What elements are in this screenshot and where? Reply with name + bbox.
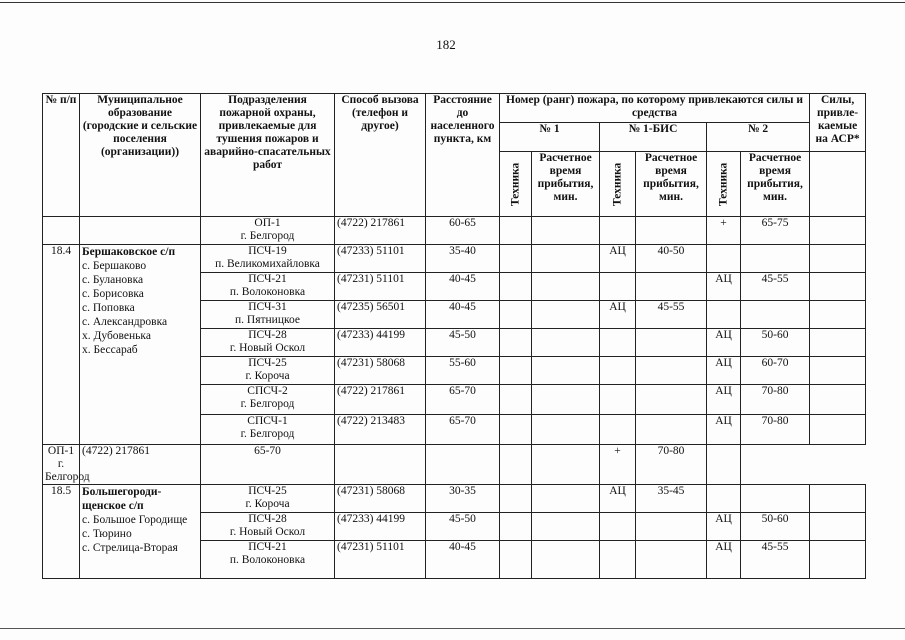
cell-technique-2 [707, 301, 741, 329]
cell-arrival-1bis: 45-55 [636, 301, 707, 329]
unit-name: ПСЧ-19 [248, 245, 287, 257]
cell-technique-1 [500, 329, 532, 357]
cell-arrival-2 [741, 245, 810, 273]
unit-location: г. Белгород [45, 458, 90, 483]
cell-arrival-1bis [636, 357, 707, 385]
cell-municipality [80, 485, 201, 579]
cell-distance: 40-45 [426, 541, 500, 579]
header-num: № п/п [43, 94, 80, 217]
cell-arrival-1bis [636, 415, 707, 445]
unit-name: ПСЧ-28 [248, 329, 287, 341]
cell-asr [810, 385, 866, 415]
cell-technique-1 [500, 217, 532, 245]
unit-name: ПСЧ-21 [248, 541, 287, 553]
cell-technique-1 [335, 445, 426, 485]
municipality-line: с. Стрелица-Вторая [82, 542, 178, 554]
cell-technique-2: АЦ [707, 415, 741, 445]
cell-technique-1bis [600, 385, 636, 415]
cell-phone: (4722) 217861 [335, 217, 426, 245]
municipality-line: с. Большое Городище [82, 514, 188, 526]
cell-asr [810, 301, 866, 329]
cell-unit [201, 485, 335, 513]
cell-technique-1bis [600, 541, 636, 579]
cell-technique-1 [500, 273, 532, 301]
cell-distance: 65-70 [201, 445, 335, 485]
cell-technique-1bis [600, 357, 636, 385]
cell-technique-1bis [600, 513, 636, 541]
municipality-line: х. Дубовенька [82, 330, 151, 342]
municipality-line: с. Булановка [82, 274, 144, 286]
cell-arrival-2: 60-70 [741, 357, 810, 385]
unit-location: г. Короча [245, 498, 290, 510]
cell-unit [201, 245, 335, 273]
header-asr-blank [810, 152, 866, 217]
fire-resources-table [42, 93, 866, 579]
cell-arrival-1 [426, 445, 500, 485]
header-rank-1bis: № 1-БИС [600, 123, 707, 152]
table-row [43, 245, 866, 273]
cell-num [43, 217, 80, 245]
cell-unit [201, 217, 335, 245]
cell-technique-1bis: АЦ [600, 485, 636, 513]
cell-distance: 45-50 [426, 329, 500, 357]
cell-unit [201, 541, 335, 579]
header-arrival-1: Расчетное время прибытия, мин. [532, 152, 600, 217]
cell-unit [201, 329, 335, 357]
cell-arrival-1 [532, 513, 600, 541]
cell-asr [810, 541, 866, 579]
cell-technique-1 [500, 541, 532, 579]
table-body [43, 217, 866, 579]
cell-technique-1bis [600, 273, 636, 301]
cell-arrival-1 [532, 357, 600, 385]
header-arrival-2: Расчетное время прибытия, мин. [741, 152, 810, 217]
unit-name: ПСЧ-28 [248, 513, 287, 525]
cell-technique-1bis: АЦ [600, 245, 636, 273]
unit-location: г. Белгород [240, 428, 295, 440]
unit-location: п. Великомихайловка [215, 258, 320, 270]
cell-arrival-2: 50-60 [741, 513, 810, 541]
unit-name: ПСЧ-21 [248, 273, 287, 285]
header-distance: Расстояние до населенного пункта, км [426, 94, 500, 217]
cell-arrival-1 [532, 541, 600, 579]
cell-arrival-2: 45-55 [741, 541, 810, 579]
cell-phone: (4722) 213483 [335, 415, 426, 445]
cell-arrival-1 [532, 485, 600, 513]
unit-name: ПСЧ-25 [248, 357, 287, 369]
cell-asr [810, 273, 866, 301]
cell-arrival-1 [532, 273, 600, 301]
unit-name: ОП-1 [47, 445, 75, 457]
cell-arrival-1bis [636, 513, 707, 541]
cell-arrival-2: 70-80 [636, 445, 707, 485]
unit-location: п. Пятницкое [235, 314, 300, 326]
unit-name: СПСЧ-2 [247, 385, 288, 397]
cell-technique-2: АЦ [707, 273, 741, 301]
cell-technique-2: АЦ [707, 513, 741, 541]
cell-phone: (4722) 217861 [80, 445, 201, 485]
cell-arrival-2: 50-60 [741, 329, 810, 357]
cell-arrival-1bis [636, 385, 707, 415]
cell-arrival-2: 45-55 [741, 273, 810, 301]
cell-arrival-1 [532, 385, 600, 415]
cell-arrival-1bis: 40-50 [636, 245, 707, 273]
cell-arrival-1 [532, 301, 600, 329]
municipality-line: с. Бершаково [82, 260, 147, 272]
cell-technique-1bis: АЦ [600, 301, 636, 329]
table-row [43, 485, 866, 513]
unit-location: г. Новый Оскол [229, 342, 306, 354]
cell-technique-1 [500, 385, 532, 415]
cell-distance: 40-45 [426, 301, 500, 329]
cell-distance: 40-45 [426, 273, 500, 301]
header-arrival-1bis: Расчетное время прибытия, мин. [636, 152, 707, 217]
unit-location: г. Белгород [240, 398, 295, 410]
header-technique-2: Техника [707, 152, 741, 217]
cell-technique-1bis [600, 329, 636, 357]
header-fire-rank: Номер (ранг) пожара, по которому привлекаются силы и средства [500, 94, 810, 123]
cell-technique-2: АЦ [707, 541, 741, 579]
unit-location: г. Новый Оскол [229, 526, 306, 538]
table-header [43, 94, 866, 217]
cell-asr [810, 513, 866, 541]
cell-asr [707, 445, 741, 485]
municipality-line: х. Бессараб [82, 344, 138, 356]
cell-arrival-1 [532, 217, 600, 245]
cell-asr [810, 217, 866, 245]
municipality-line: Большегороди-щенское с/п [82, 486, 162, 512]
cell-technique-2: АЦ [707, 357, 741, 385]
cell-technique-1 [500, 513, 532, 541]
cell-phone: (47231) 58068 [335, 485, 426, 513]
cell-municipality [80, 217, 201, 245]
cell-distance: 65-70 [426, 415, 500, 445]
cell-municipality [80, 245, 201, 445]
cell-technique-2: + [707, 217, 741, 245]
cell-asr [810, 415, 866, 445]
cell-technique-1bis [600, 217, 636, 245]
cell-arrival-1bis [636, 541, 707, 579]
unit-name: ПСЧ-31 [248, 301, 287, 313]
cell-asr [810, 245, 866, 273]
cell-technique-1bis [600, 415, 636, 445]
cell-technique-2: + [600, 445, 636, 485]
scan-bottom-edge [0, 628, 905, 629]
cell-distance: 45-50 [426, 513, 500, 541]
cell-arrival-2 [741, 301, 810, 329]
cell-technique-1bis [500, 445, 532, 485]
unit-location: п. Волоконовка [229, 554, 306, 566]
cell-unit [201, 415, 335, 445]
cell-arrival-1bis [532, 445, 600, 485]
cell-unit [201, 385, 335, 415]
table-row [43, 217, 866, 245]
cell-distance: 30-35 [426, 485, 500, 513]
unit-name: ПСЧ-25 [248, 485, 287, 497]
cell-distance: 65-70 [426, 385, 500, 415]
cell-technique-1 [500, 245, 532, 273]
cell-asr [810, 485, 866, 513]
header-rank-1: № 1 [500, 123, 600, 152]
cell-arrival-2 [741, 485, 810, 513]
municipality-line: с. Тюрино [82, 528, 132, 540]
municipality-line: с. Александровка [82, 316, 168, 328]
cell-phone: (4722) 217861 [335, 385, 426, 415]
cell-phone: (47231) 51101 [335, 273, 426, 301]
table-row [43, 445, 866, 485]
cell-phone: (47235) 56501 [335, 301, 426, 329]
header-call-method: Способ вызова (телефон и другое) [335, 94, 426, 217]
cell-asr [810, 329, 866, 357]
cell-arrival-1 [532, 245, 600, 273]
cell-technique-1 [500, 301, 532, 329]
cell-unit [201, 273, 335, 301]
header-technique-1: Техника [500, 152, 532, 217]
cell-num: 18.4 [43, 245, 80, 445]
cell-arrival-1bis [636, 329, 707, 357]
header-municipality: Муниципальное образование (городские и сельские поселения (организации)) [80, 94, 201, 217]
cell-phone: (47233) 44199 [335, 513, 426, 541]
cell-arrival-1bis [636, 217, 707, 245]
cell-phone: (47231) 51101 [335, 541, 426, 579]
header-forces-asr: Силы, привле-каемые на АСР* [810, 94, 866, 152]
unit-location: п. Волоконовка [229, 286, 306, 298]
unit-name: ОП-1 [254, 217, 281, 229]
cell-arrival-2: 65-75 [741, 217, 810, 245]
cell-technique-1 [500, 415, 532, 445]
cell-num: 18.5 [43, 485, 80, 579]
cell-arrival-1 [532, 329, 600, 357]
unit-name: СПСЧ-1 [247, 415, 288, 427]
municipality-line: Бершаковское с/п [82, 246, 176, 258]
municipality-line: с. Поповка [82, 302, 135, 314]
cell-arrival-1bis [636, 273, 707, 301]
cell-technique-2 [707, 245, 741, 273]
cell-phone: (47231) 58068 [335, 357, 426, 385]
header-units: Подразделения пожарной охраны, привлекаемые для тушения пожаров и аварийно-спасательных работ [201, 94, 335, 217]
municipality-line: с. Борисовка [82, 288, 144, 300]
cell-distance: 60-65 [426, 217, 500, 245]
cell-asr [810, 357, 866, 385]
cell-arrival-1 [532, 415, 600, 445]
cell-distance: 35-40 [426, 245, 500, 273]
cell-unit [43, 445, 90, 485]
cell-phone: (47233) 44199 [335, 329, 426, 357]
page-number: 182 [436, 37, 456, 52]
unit-location: г. Белгород [240, 230, 295, 242]
unit-location: г. Короча [245, 370, 290, 382]
scan-top-edge [0, 2, 905, 3]
cell-technique-2: АЦ [707, 385, 741, 415]
cell-technique-1 [500, 357, 532, 385]
cell-arrival-2: 70-80 [741, 415, 810, 445]
cell-technique-2 [707, 485, 741, 513]
cell-phone: (47233) 51101 [335, 245, 426, 273]
header-rank-2: № 2 [707, 123, 810, 152]
cell-unit [201, 513, 335, 541]
cell-distance: 55-60 [426, 357, 500, 385]
cell-unit [201, 357, 335, 385]
cell-arrival-2: 70-80 [741, 385, 810, 415]
header-technique-1bis: Техника [600, 152, 636, 217]
cell-unit [201, 301, 335, 329]
cell-arrival-1bis: 35-45 [636, 485, 707, 513]
cell-technique-1 [500, 485, 532, 513]
cell-technique-2: АЦ [707, 329, 741, 357]
